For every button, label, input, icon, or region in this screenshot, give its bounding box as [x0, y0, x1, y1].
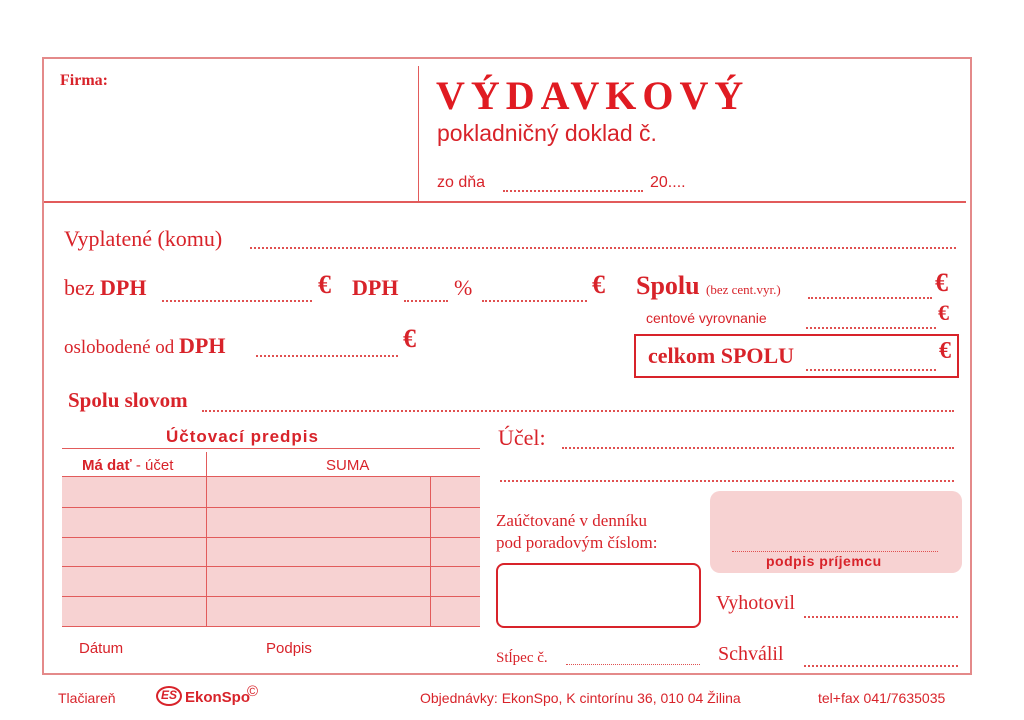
header-divider [418, 66, 419, 201]
oslobodene-dph: DPH [179, 333, 226, 358]
stlpec-dots[interactable] [566, 664, 700, 665]
zauctovane-line-1: Zaúčtované v denníku [496, 511, 648, 530]
datum-label: Dátum [79, 640, 124, 657]
date-dots[interactable] [503, 190, 643, 192]
centove-label: centové vyrovnanie [646, 310, 767, 326]
podpis-prijemcu-label: podpis príjemcu [766, 553, 882, 569]
celkom-dots[interactable] [806, 369, 936, 371]
stlpec-label: Stĺpec č. [496, 650, 548, 666]
dph-label: DPH [352, 275, 399, 300]
ucel-dots[interactable] [562, 447, 954, 449]
bez-dph-dots[interactable] [162, 300, 312, 302]
schvalil-label: Schválil [718, 643, 784, 665]
bez-cent-label: (bez cent.vyr.) [706, 282, 781, 297]
telfax-text: tel+fax 041/7635035 [818, 690, 946, 706]
tlaciaren-label: Tlačiareň [58, 690, 116, 706]
vyhotovil-label: Vyhotovil [716, 592, 795, 614]
suma-cells[interactable] [207, 476, 480, 626]
suma-header: SUMA [326, 457, 370, 474]
podpis-label: Podpis [266, 640, 312, 657]
podpis-prijemcu-dots [732, 551, 938, 552]
vyhotovil-dots[interactable] [804, 616, 958, 618]
schvalil-dots[interactable] [804, 665, 958, 667]
dph-percent-dots[interactable] [404, 300, 448, 302]
brand-name: EkonSpo [185, 689, 251, 706]
percent-sign: % [454, 275, 473, 300]
form-subtitle: pokladničný doklad č. [437, 120, 657, 146]
oslobodene-dots[interactable] [256, 355, 398, 357]
euro-sign: € [318, 270, 331, 299]
euro-sign: € [939, 338, 951, 364]
euro-sign: € [938, 300, 949, 325]
oslobodene-text: oslobodené od [64, 337, 175, 358]
spolu-dots[interactable] [808, 297, 932, 299]
date-label: zo dňa [437, 174, 486, 191]
ucel-dots[interactable] [500, 480, 954, 482]
ucel-label: Účel: [498, 425, 546, 450]
uctovaci-top-line [62, 448, 480, 449]
vyplatene-label: Vyplatené (komu) [64, 226, 223, 251]
grid-line [62, 626, 480, 627]
ucet-label: - účet [135, 457, 174, 474]
vyplatene-dots[interactable] [250, 247, 956, 249]
celkom-label: celkom SPOLU [648, 343, 795, 368]
slovom-dots[interactable] [202, 410, 954, 412]
ma-dat-label: Má dať [82, 457, 132, 474]
objednavky-text: Objednávky: EkonSpo, K cintorínu 36, 010 04 Žilina [420, 690, 741, 706]
bez-prefix: bez [64, 275, 95, 300]
copyright-symbol: © [247, 683, 259, 700]
header-bottom-line [44, 201, 966, 203]
euro-sign: € [403, 324, 416, 353]
slovom-label: Spolu slovom [68, 388, 188, 412]
euro-sign: € [592, 270, 605, 299]
zauctovane-line-2: pod poradovým číslom: [496, 533, 658, 552]
zauctovane-label [496, 510, 657, 554]
logo-mark: ES [161, 688, 178, 702]
ma-dat-header [82, 457, 173, 474]
firma-label: Firma: [60, 72, 108, 89]
euro-sign: € [935, 268, 948, 297]
date-year: 20.... [650, 174, 686, 191]
bez-dph-word: DPH [100, 275, 147, 300]
centove-dots[interactable] [806, 327, 936, 329]
spolu-label: Spolu [636, 271, 700, 300]
uctovaci-title: Účtovací predpis [166, 427, 319, 446]
bez-dph-label [64, 275, 146, 301]
form-title: VÝDAVKOVÝ [436, 73, 750, 118]
poradove-cislo-box[interactable] [496, 563, 701, 628]
ma-dat-cells[interactable] [62, 476, 206, 626]
dph-amount-dots[interactable] [482, 300, 587, 302]
oslobodene-label [64, 333, 226, 359]
